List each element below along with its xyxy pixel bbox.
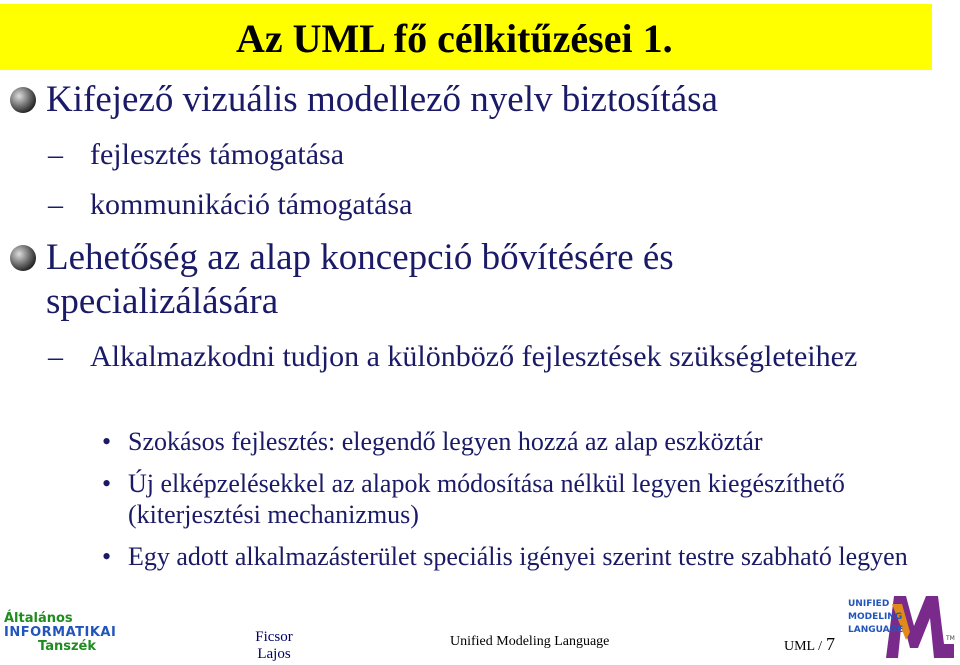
sub-sub-item-text: Új elképzelésekkel az alapok módosítása nélkül legyen kiegészíthető (kiterjesztési mechanizmus): [128, 469, 845, 529]
sub-item: [48, 338, 870, 376]
dash-bullet-icon: –: [48, 188, 63, 221]
slide-title: Az UML fő célkitűzései 1.: [236, 16, 673, 61]
bullet-text: Kifejező vizuális modellező nyelv biztosítása: [46, 79, 718, 120]
page-label: UML /: [784, 639, 822, 654]
sub-sub-item-text: Szokásos fejlesztés: elegendő legyen hozzá az alap eszköztár: [128, 427, 763, 456]
sphere-bullet-icon: [10, 87, 36, 113]
bullet-text: Lehetőség az alap koncepció bővítésére és specializálására: [46, 237, 674, 322]
sub-item-text: fejlesztés támogatása: [90, 138, 345, 171]
sub-sub-item-text: Egy adott alkalmazásterület speciális igényei szerint testre szabható legyen: [128, 542, 908, 571]
author-first-name: Ficsor: [255, 629, 293, 645]
dot-bullet-icon: •: [102, 469, 112, 498]
footer-course-name: Unified Modeling Language: [450, 634, 610, 649]
page-number: 7: [825, 634, 835, 654]
author-last-name: Lajos: [257, 646, 291, 662]
department-logo: [4, 612, 124, 654]
department-line-1: Általános: [4, 611, 73, 626]
sub-item: [48, 186, 870, 224]
footer-author: [244, 629, 304, 663]
sub-item: [48, 136, 870, 174]
sphere-bullet-icon: [10, 245, 36, 271]
dot-bullet-icon: •: [102, 542, 112, 571]
uml-logo-line-2: MODELING: [848, 612, 903, 622]
uml-logo-line-3: LANGUAGE: [848, 625, 904, 635]
sub-sub-item: [102, 541, 908, 572]
department-line-2: INFORMATIKAI: [4, 625, 117, 640]
sub-item-text: Alkalmazkodni tudjon a különböző fejlesztések szükségleteihez: [90, 340, 858, 373]
bullet-item: [46, 236, 906, 324]
dash-bullet-icon: –: [48, 138, 63, 171]
sub-item-text: kommunikáció támogatása: [90, 188, 413, 221]
sub-sub-item: [102, 468, 908, 530]
department-line-3: Tanszék: [38, 639, 96, 654]
footer-page-indicator: [784, 634, 835, 655]
dot-bullet-icon: •: [102, 427, 112, 456]
bullet-item: [46, 78, 906, 122]
sub-sub-item: [102, 426, 908, 457]
uml-logo-icon: [846, 586, 958, 662]
dash-bullet-icon: –: [48, 340, 63, 373]
uml-logo-trademark: TM: [946, 635, 955, 642]
uml-logo-line-1: UNIFIED: [848, 599, 890, 609]
